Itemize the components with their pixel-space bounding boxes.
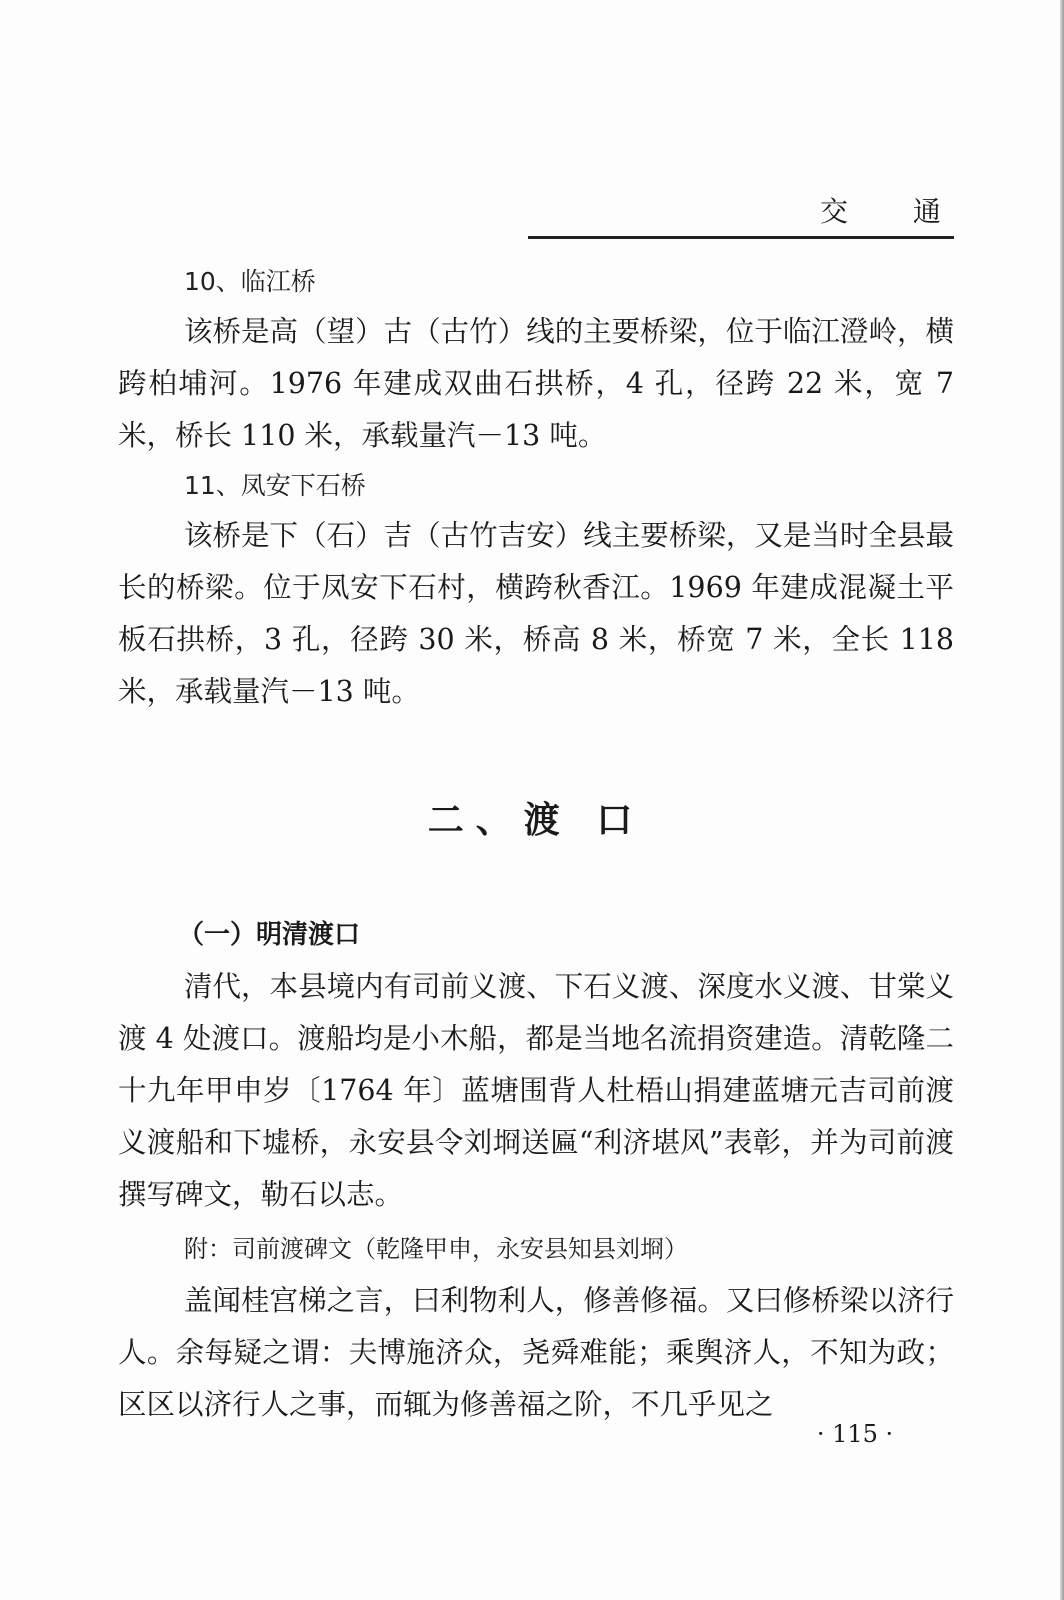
running-header: 交 通: [820, 195, 969, 228]
page-number: · 115 ·: [816, 1420, 894, 1448]
inscription-paragraph: 盖闻桂宫梯之言，曰利物利人，修善修福。又曰修桥梁以济行人。余每疑之谓：夫博施济众，尧舜难能；乘舆济人，不知为政；区区以济行人之事，而辄为修善福之阶，不几乎见之: [118, 1284, 954, 1421]
section-title: 二、渡 口: [427, 799, 645, 841]
page-edge: [1060, 0, 1064, 1600]
item-paragraph: 该桥是下（石）吉（古竹吉安）线主要桥梁，又是当时全县最长的桥梁。位于凤安下石村，横跨秋香江。1969 年建成混凝土平板石拱桥，3 孔，径跨 30 米，桥高 8 米，桥宽 7 米，全长 118 米，承载量汽－13 吨。: [118, 519, 954, 708]
header-rule: [528, 236, 954, 239]
item-heading: 11、凤安下石桥: [184, 471, 366, 500]
item-paragraph: 该桥是高（望）古（古竹）线的主要桥梁，位于临江澄岭，横跨柏埔河。1976 年建成双曲石拱桥，4 孔，径跨 22 米，宽 7 米，桥长 110 米，承载量汽－13 吨。: [118, 315, 954, 452]
item-heading: 10、临江桥: [184, 267, 316, 296]
subsection-title: （一）明清渡口: [178, 920, 361, 950]
page-content: [118, 258, 954, 1431]
subsection-paragraph: 清代，本县境内有司前义渡、下石义渡、深度水义渡、甘棠义渡 4 处渡口。渡船均是小木船，都是当地名流捐资建造。清乾隆二十九年甲申岁〔1764 年〕蓝塘围背人杜梧山捐建蓝塘元吉司前渡义渡船和下墟桥，永安县令刘埛送匾“利济堪风”表彰，并为司前渡撰写碑文，勒石以志。: [118, 970, 954, 1211]
appendix-note: 附：司前渡碑文（乾隆甲申，永安县知县刘埛）: [184, 1235, 688, 1263]
